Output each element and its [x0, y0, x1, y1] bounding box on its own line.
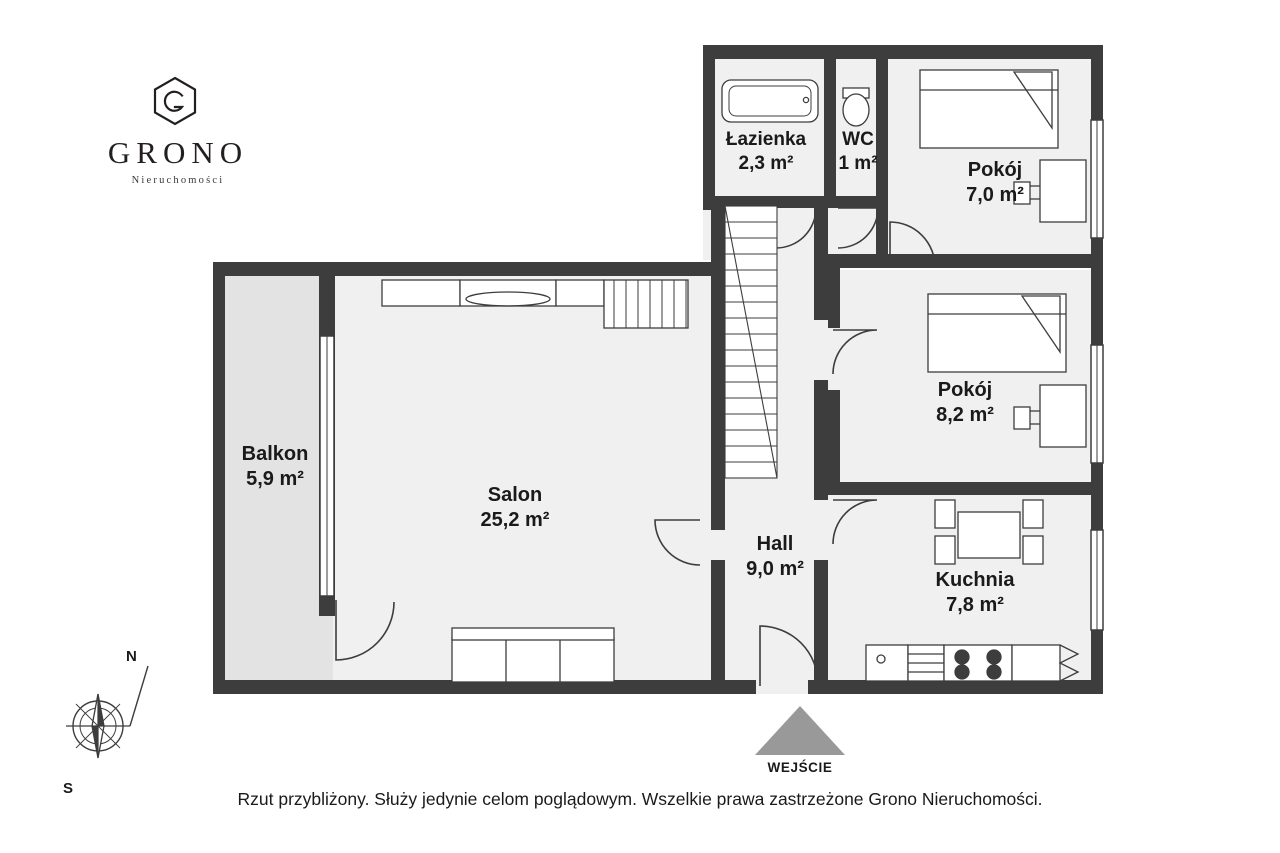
stairs-hatching [725, 206, 777, 478]
entrance-label: WEJŚCIE [767, 760, 833, 775]
room-label-pokoj-1: Pokój 7,0 m² [966, 159, 1024, 206]
wc-fixtures [843, 88, 869, 126]
disclaimer-text: Rzut przybliżony. Służy jedynie celom poglądowym. Wszelkie prawa zastrzeżone Grono Nieruchomości. [237, 789, 1043, 809]
room-label-pokoj-2: Pokój 8,2 m² [936, 379, 994, 426]
brand-tagline: Nieruchomości [131, 175, 225, 186]
compass-rose [60, 648, 170, 803]
brand-name: GRONO [107, 135, 249, 170]
entrance-marker [755, 706, 845, 755]
compass-south-label: S [63, 780, 74, 797]
room-label-kuchnia: Kuchnia 7,8 m² [935, 569, 1015, 616]
room-label-salon: Salon 25,2 m² [480, 484, 550, 531]
room-label-wc: WC 1 m² [838, 129, 878, 174]
balcony-floor [213, 262, 333, 694]
room-label-balkon: Balkon 5,9 m² [241, 443, 309, 490]
room-label-hall: Hall 9,0 m² [746, 533, 804, 580]
compass-icon [60, 648, 170, 803]
bathroom-fixtures [722, 80, 818, 122]
room-label-lazienka: Łazienka 2,3 m² [725, 129, 807, 174]
compass-north-label: N [126, 648, 137, 665]
